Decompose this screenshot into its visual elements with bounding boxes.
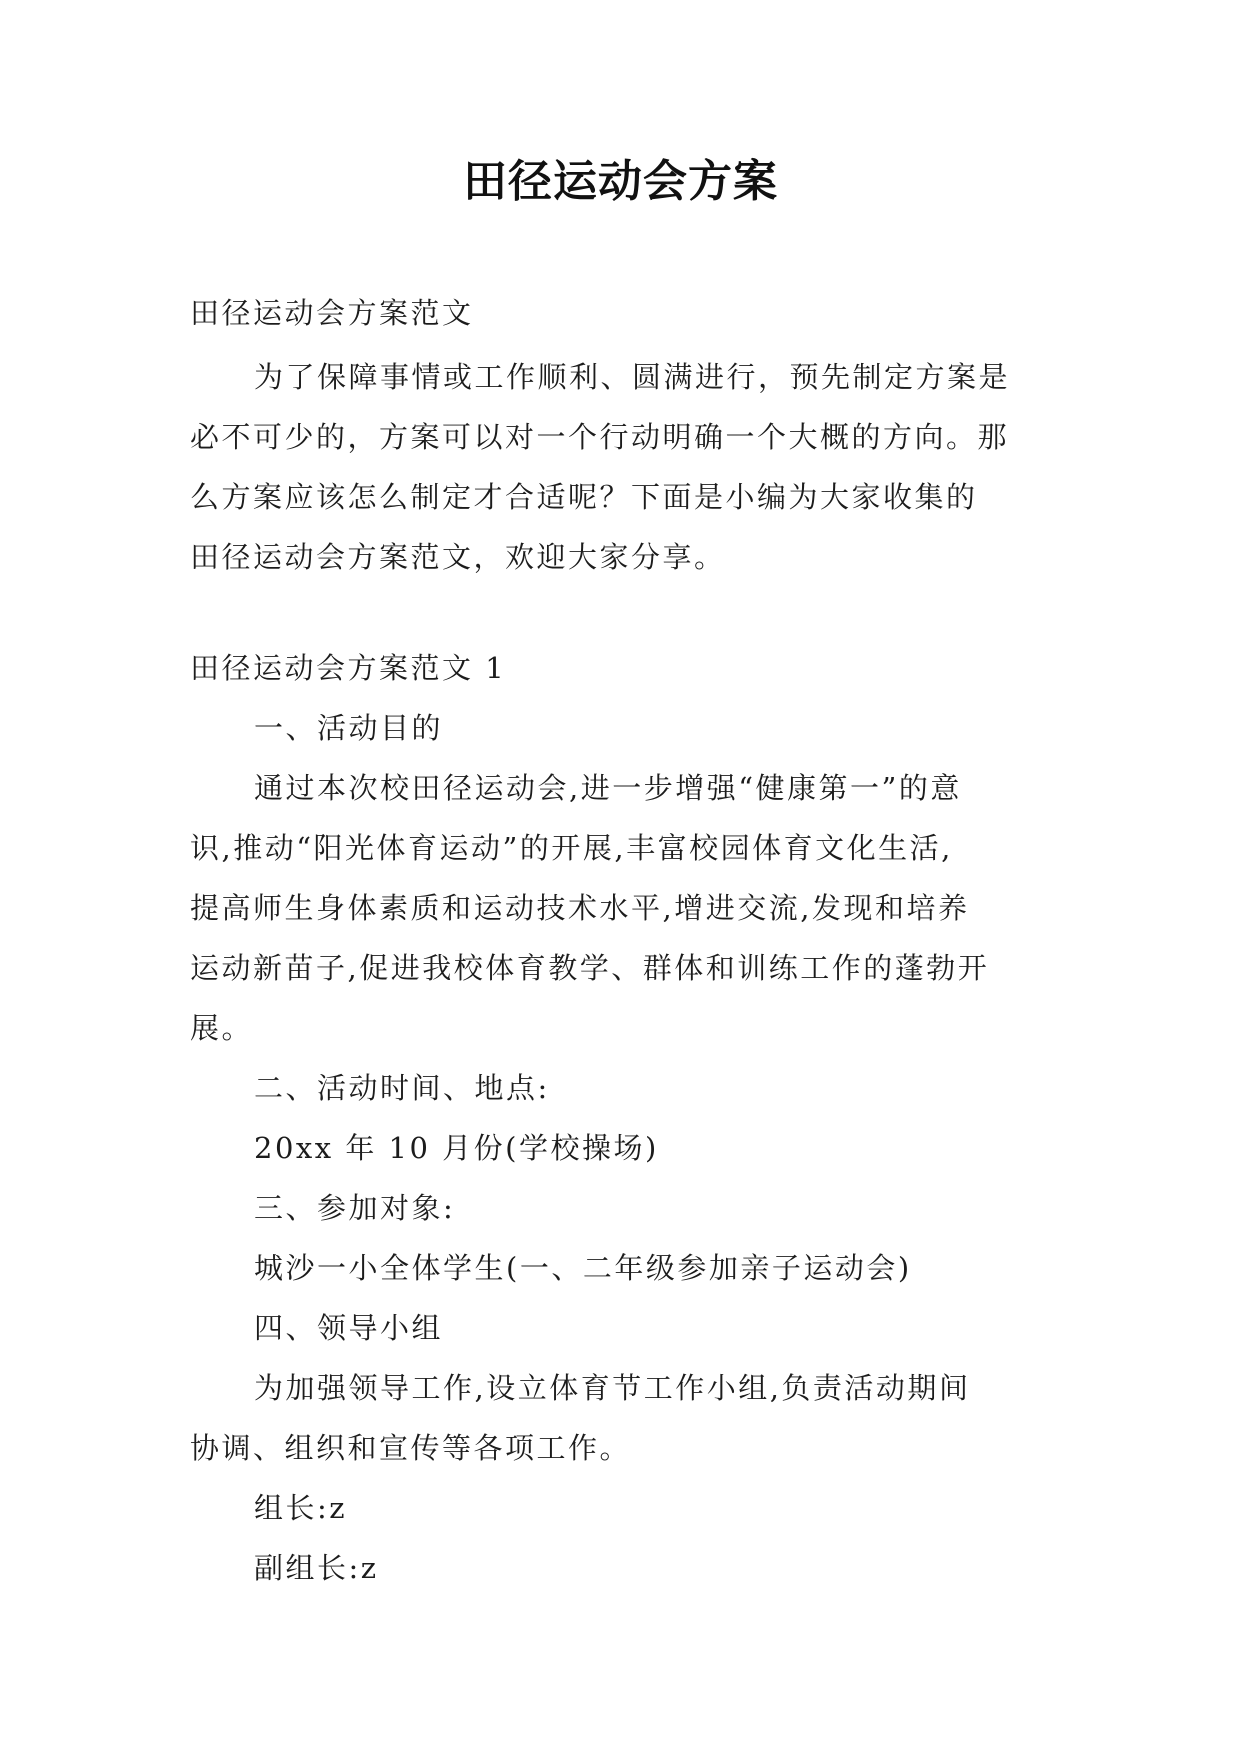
purpose-line: 识,推动“阳光体育运动”的开展,丰富校园体育文化生活, [190,831,953,865]
intro-line: 田径运动会方案范文，欢迎大家分享。 [190,540,726,574]
purpose-line: 展。 [190,1011,254,1045]
subtitle: 田径运动会方案范文 [190,296,474,330]
intro-line: 必不可少的，方案可以对一个行动明确一个大概的方向。那 [190,420,1010,454]
time-value: 20xx 年 10 月份(学校操场) [254,1131,659,1165]
purpose-line: 提高师生身体素质和运动技术水平,增进交流,发现和培养 [190,891,970,925]
purpose-line: 运动新苗子,促进我校体育教学、群体和训练工作的蓬勃开 [190,951,990,985]
leadership-line: 协调、组织和宣传等各项工作。 [190,1431,632,1465]
deputy-leader: 副组长:z [254,1551,379,1585]
purpose-heading: 一、活动目的 [254,711,444,745]
time-heading: 二、活动时间、地点: [254,1071,550,1105]
document-title: 田径运动会方案 [463,156,778,207]
leader: 组长:z [254,1491,348,1525]
leadership-line: 为加强领导工作,设立体育节工作小组,负责活动期间 [254,1371,971,1405]
participants-heading: 三、参加对象: [254,1191,456,1225]
section-heading: 田径运动会方案范文 1 [190,651,507,685]
leadership-heading: 四、领导小组 [254,1311,444,1345]
participants-value: 城沙一小全体学生(一、二年级参加亲子运动会) [254,1251,912,1285]
intro-line: 为了保障事情或工作顺利、圆满进行，预先制定方案是 [254,360,1011,394]
intro-line: 么方案应该怎么制定才合适呢？下面是小编为大家收集的 [190,480,978,514]
purpose-line: 通过本次校田径运动会,进一步增强“健康第一”的意 [254,771,962,805]
